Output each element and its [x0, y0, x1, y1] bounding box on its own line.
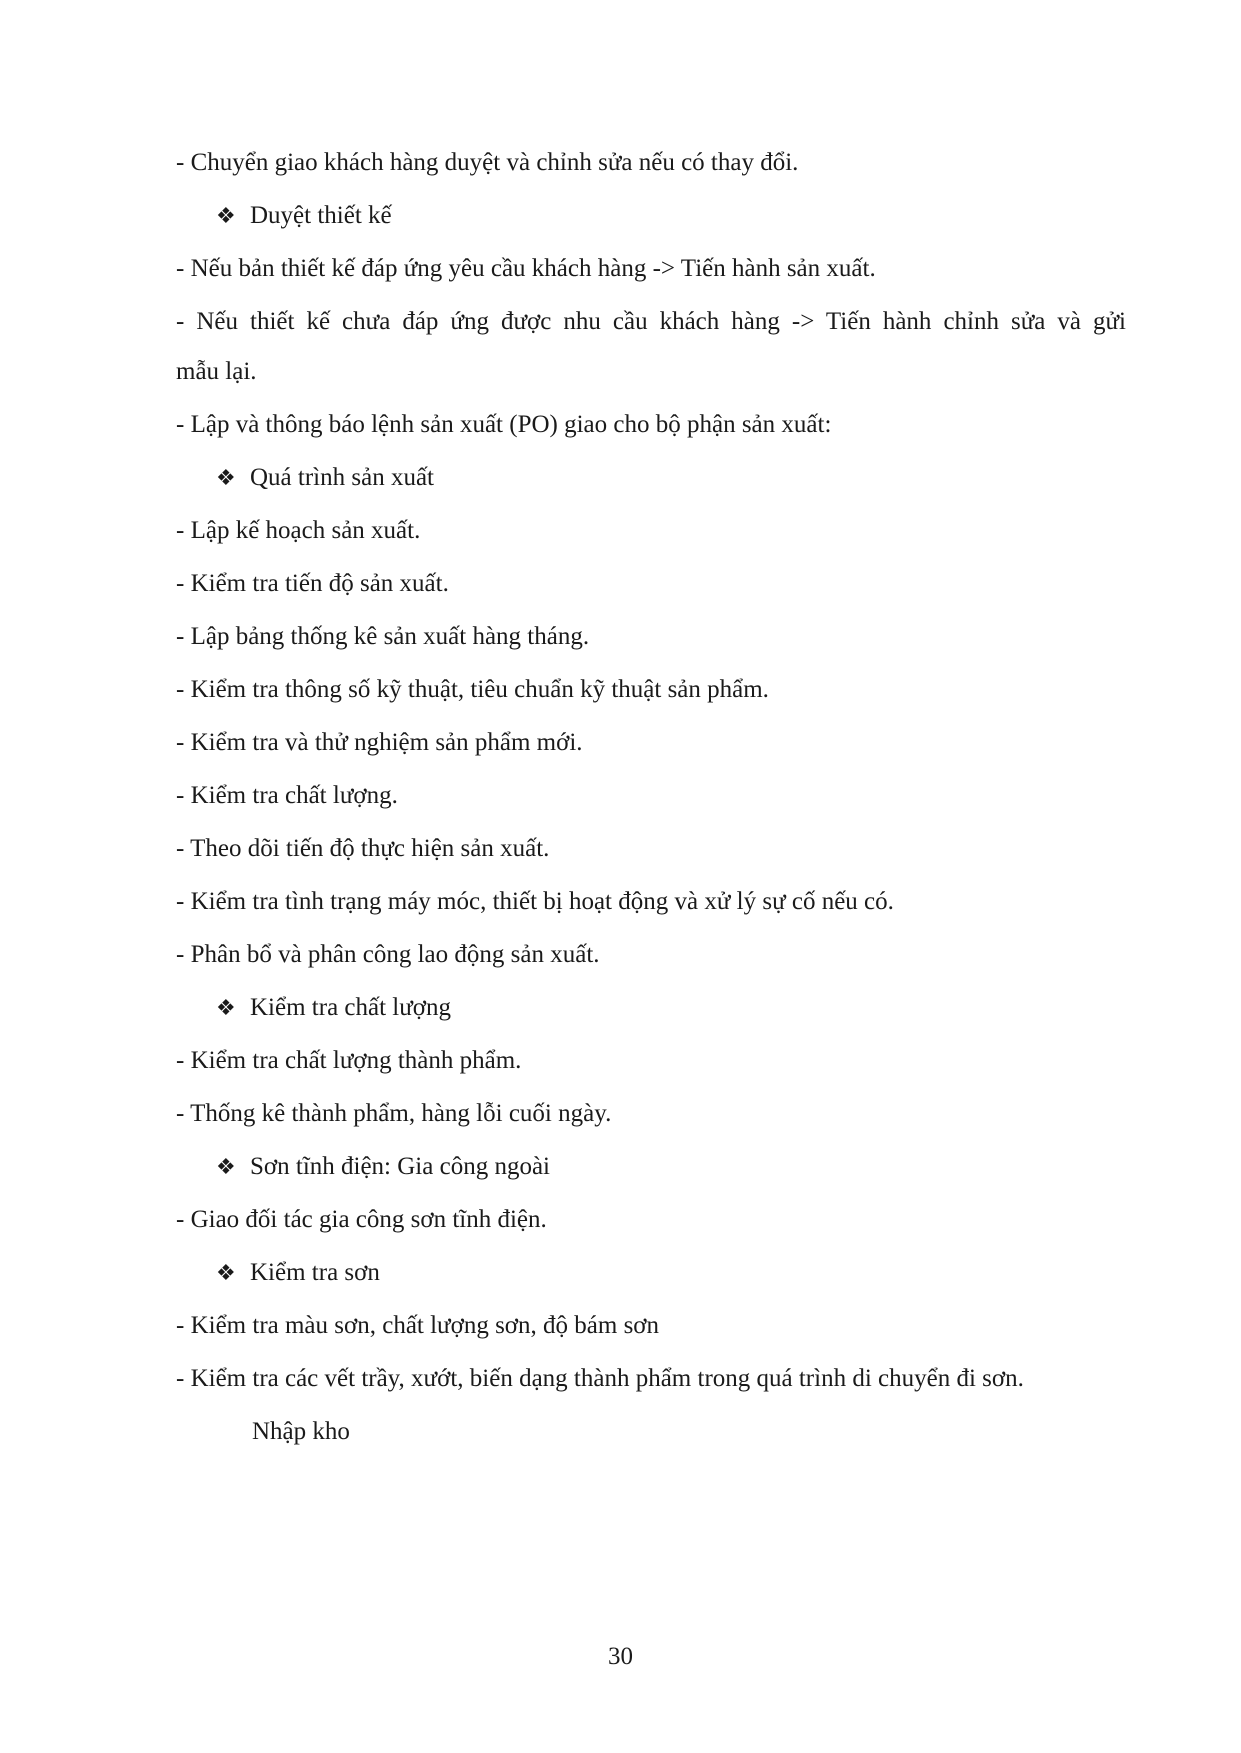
diamond-bullet-icon: ❖ — [216, 1260, 236, 1285]
text-line: - Nếu bản thiết kế đáp ứng yêu cầu khách hàng -> Tiến hành sản xuất. — [176, 255, 876, 282]
diamond-bullet-icon: ❖ — [216, 465, 236, 490]
section-heading — [216, 463, 434, 493]
text-line: - Kiểm tra màu sơn, chất lượng sơn, độ bám sơn — [176, 1312, 660, 1339]
section-heading — [216, 1152, 550, 1182]
text-line: - Phân bổ và phân công lao động sản xuất. — [176, 941, 600, 968]
section-heading-label: Sơn tĩnh điện: Gia công ngoài — [250, 1153, 550, 1180]
text-line: mẫu lại. — [176, 358, 257, 385]
text-line: - Lập và thông báo lệnh sản xuất (PO) giao cho bộ phận sản xuất: — [176, 411, 832, 438]
text-line: - Lập kế hoạch sản xuất. — [176, 517, 421, 544]
section-heading-label: Duyệt thiết kế — [250, 202, 392, 229]
text-line: - Giao đối tác gia công sơn tĩnh điện. — [176, 1206, 547, 1233]
diamond-bullet-icon: ❖ — [216, 203, 236, 228]
text-line: - Kiểm tra chất lượng. — [176, 782, 398, 809]
text-line: - Thống kê thành phẩm, hàng lỗi cuối ngày. — [176, 1100, 612, 1127]
page-number: 30 — [608, 1643, 633, 1670]
text-line: - Kiểm tra thông số kỹ thuật, tiêu chuẩn kỹ thuật sản phẩm. — [176, 676, 769, 703]
section-heading — [216, 1258, 380, 1288]
text-line: - Chuyển giao khách hàng duyệt và chỉnh sửa nếu có thay đổi. — [176, 149, 799, 176]
section-heading-label: Kiểm tra sơn — [250, 1259, 380, 1286]
section-heading — [216, 993, 451, 1023]
section-heading — [216, 201, 392, 231]
text-line: - Kiểm tra các vết trầy, xướt, biến dạng thành phẩm trong quá trình di chuyển đi sơn. — [176, 1365, 1024, 1392]
diamond-bullet-icon: ❖ — [216, 995, 236, 1020]
section-heading-label: Quá trình sản xuất — [250, 464, 434, 491]
text-line: - Kiểm tra và thử nghiệm sản phẩm mới. — [176, 729, 583, 756]
text-line: - Theo dõi tiến độ thực hiện sản xuất. — [176, 835, 550, 862]
diamond-bullet-icon: ❖ — [216, 1154, 236, 1179]
text-line: - Nếu thiết kế chưa đáp ứng được nhu cầu khách hàng -> Tiến hành chỉnh sửa và gửi — [176, 308, 1126, 335]
text-line: - Lập bảng thống kê sản xuất hàng tháng. — [176, 623, 590, 650]
text-line: - Kiểm tra tiến độ sản xuất. — [176, 570, 449, 597]
text-line: - Kiểm tra chất lượng thành phẩm. — [176, 1047, 522, 1074]
section-heading-label: Kiểm tra chất lượng — [250, 994, 452, 1021]
section-heading-label: Nhập kho — [252, 1418, 350, 1445]
text-line: - Kiểm tra tình trạng máy móc, thiết bị hoạt động và xử lý sự cố nếu có. — [176, 888, 894, 915]
